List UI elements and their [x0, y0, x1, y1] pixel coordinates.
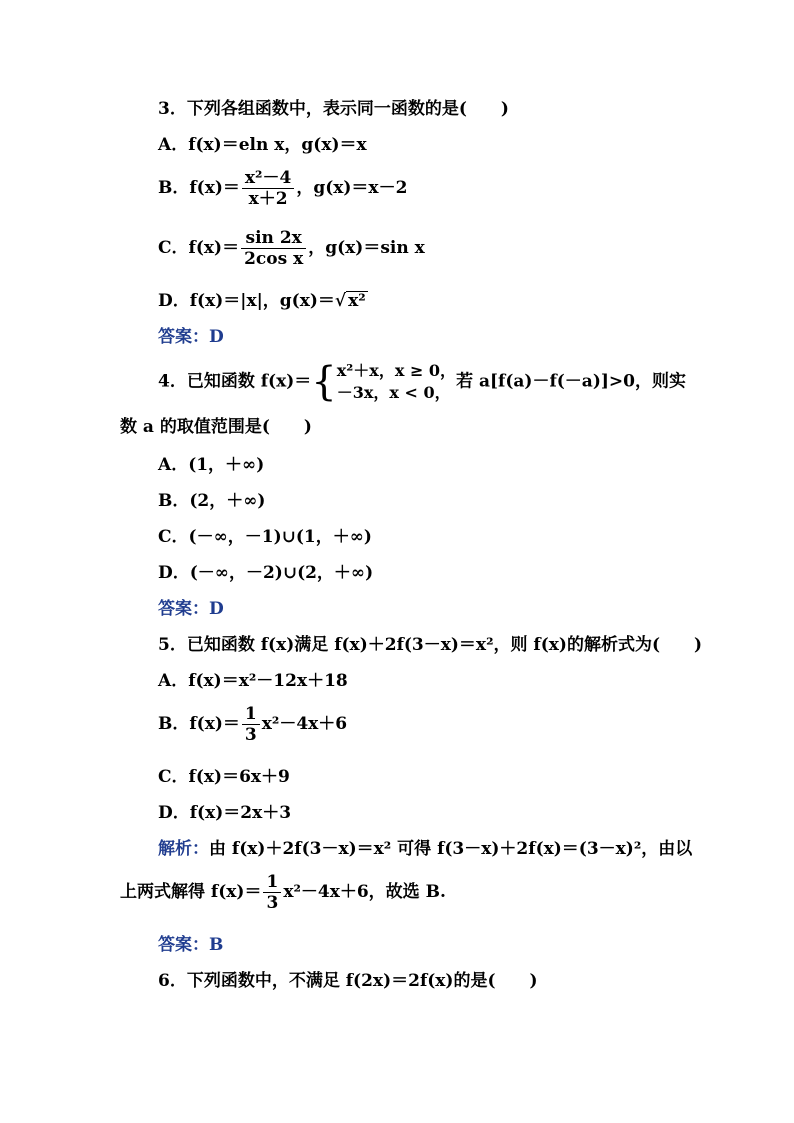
q5-option-b	[158, 704, 347, 745]
q4-option-d: D．(－∞，－2)∪(2，＋∞)	[158, 563, 374, 583]
q5-option-a: A．f(x)＝x²－12x＋18	[158, 671, 348, 691]
sqrt-icon: √	[334, 291, 347, 311]
q5-analysis-text1: 由 f(x)＋2f(3－x)＝x² 可得 f(3－x)＋2f(x)＝(3－x)²，由以	[209, 839, 693, 859]
left-brace-icon: {	[311, 359, 337, 405]
q3-b-prefix: B．f(x)＝	[158, 178, 240, 198]
q3-answer-label: 答案：	[158, 327, 209, 347]
q5-answer-value: B	[209, 935, 224, 955]
q5-analysis-prefix: 上两式解得 f(x)＝	[120, 882, 262, 902]
q3-option-b	[158, 168, 407, 209]
q3-c-denominator: 2cos x	[244, 249, 304, 269]
q5-analysis-suffix: x²－4x＋6，故选 B.	[283, 882, 446, 902]
q3-stem: 3．下列各组函数中，表示同一函数的是( )	[158, 99, 509, 119]
q3-b-suffix: ，g(x)＝x－2	[296, 178, 408, 198]
q5-answer-label: 答案：	[158, 935, 209, 955]
q3-c-suffix: ，g(x)＝sin x	[308, 238, 425, 258]
q4-answer	[158, 598, 224, 620]
q6-stem: 6．下列函数中，不满足 f(2x)＝2f(x)的是( )	[158, 971, 538, 991]
q5-b-prefix: B．f(x)＝	[158, 714, 240, 734]
q5-option-c: C．f(x)＝6x＋9	[158, 767, 290, 787]
q4-option-c: C．(－∞，－1)∪(1，＋∞)	[158, 527, 372, 547]
q3-b-denominator: x＋2	[248, 189, 288, 209]
q5-analysis-fraction	[263, 872, 281, 913]
q5-answer	[158, 934, 223, 956]
q5-b-suffix: x²－4x＋6	[261, 714, 348, 734]
q4-stem	[158, 360, 686, 404]
q5-b-fraction	[242, 704, 260, 745]
q5-stem: 5．已知函数 f(x)满足 f(x)＋2f(3－x)＝x²，则 f(x)的解析式为( )	[158, 635, 703, 655]
q4-case-2: －3x，x < 0，	[336, 383, 451, 402]
q5-analysis-numerator: 1	[263, 872, 281, 893]
q3-b-fraction	[242, 168, 294, 209]
q5-analysis-line2	[120, 872, 446, 913]
q4-option-a: A．(1，＋∞)	[158, 455, 265, 475]
q4-answer-label: 答案：	[158, 599, 209, 619]
q5-analysis-denominator: 3	[266, 893, 279, 913]
q3-b-numerator: x²－4	[242, 168, 294, 189]
q4-stem-prefix: 4．已知函数 f(x)＝	[158, 371, 312, 392]
q4-stem-suffix: 若 a[f(a)－f(－a)]>0，则实	[456, 371, 686, 392]
q3-c-fraction	[241, 228, 306, 269]
q3-option-d	[158, 290, 368, 312]
q5-analysis-label: 解析：	[158, 839, 209, 859]
q5-option-d: D．f(x)＝2x＋3	[158, 803, 292, 823]
q3-option-c	[158, 228, 425, 269]
q4-piecewise	[337, 360, 456, 404]
q3-c-prefix: C．f(x)＝	[158, 238, 240, 258]
q3-d-radicand: x²	[348, 291, 366, 311]
q3-answer-value: D	[209, 327, 224, 347]
q4-option-b: B．(2，＋∞)	[158, 491, 266, 511]
q4-case-1: x²＋x，x ≥ 0，	[336, 361, 457, 380]
q3-option-a: A．f(x)＝eln x，g(x)＝x	[158, 135, 367, 155]
q5-analysis-line1	[158, 838, 692, 860]
q3-d-text: D．f(x)＝|x|，g(x)＝	[158, 291, 335, 311]
q4-answer-value: D	[209, 599, 224, 619]
q5-b-numerator: 1	[242, 704, 260, 725]
q5-b-denominator: 3	[244, 725, 257, 745]
q3-c-numerator: sin 2x	[241, 228, 306, 249]
q4-stem-line2: 数 a 的取值范围是( )	[120, 417, 312, 437]
q3-answer	[158, 326, 224, 348]
